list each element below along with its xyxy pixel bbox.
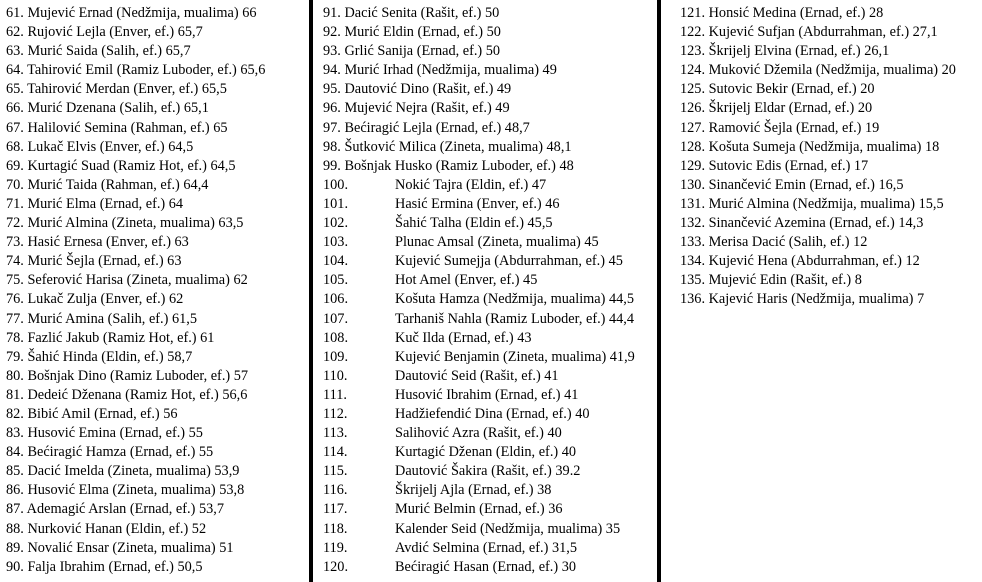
list-item: 129. Sutovic Edis (Ernad, ef.) 17 (680, 157, 869, 174)
list-item: 123. Škrijelj Elvina (Ernad, ef.) 26,1 (680, 43, 890, 60)
list-item: 68. Lukač Elvis (Enver, ef.) 64,5 (6, 138, 194, 155)
list-item: 70. Murić Taida (Rahman, ef.) 64,4 (6, 176, 209, 193)
entry-text: Salihović Azra (Rašit, ef.) 40 (395, 425, 562, 442)
entry-text: Kalender Seid (Nedžmija, mualima) 35 (395, 520, 621, 537)
list-item: 71. Murić Elma (Ernad, ef.) 64 (6, 195, 184, 212)
list-item: 83. Husović Emina (Ernad, ef.) 55 (6, 425, 203, 442)
list-item: 65. Tahirović Merdan (Enver, ef.) 65,5 (6, 81, 227, 98)
results-column-3 (680, 4, 980, 310)
rank-number: 101. (323, 195, 349, 212)
list-item: 127. Ramović Šejla (Ernad, ef.) 19 (680, 119, 880, 136)
list-item: 99. Bošnjak Husko (Ramiz Luboder, ef.) 48 (323, 157, 574, 174)
list-item: 97. Bećiragić Lejla (Ernad, ef.) 48,7 (323, 119, 530, 136)
list-item (323, 310, 653, 329)
list-item: 62. Rujović Lejla (Enver, ef.) 65,7 (6, 24, 203, 41)
rank-number: 106. (323, 291, 349, 308)
list-item (323, 329, 653, 348)
list-item (323, 252, 653, 271)
rank-number: 111. (323, 386, 347, 403)
entry-text: Bećiragić Hasan (Ernad, ef.) 30 (395, 558, 577, 575)
list-item: 76. Lukač Zulja (Enver, ef.) 62 (6, 291, 184, 308)
list-item: 128. Košuta Sumeja (Nedžmija, mualima) 18 (680, 138, 940, 155)
list-item (323, 481, 653, 500)
list-item (323, 520, 653, 539)
list-item (323, 233, 653, 252)
list-item: 98. Šutković Milica (Zineta, mualima) 48,1 (323, 138, 572, 155)
list-item: 72. Murić Almina (Zineta, mualima) 63,5 (6, 215, 244, 232)
entry-text: Košuta Hamza (Nedžmija, mualima) 44,5 (395, 291, 634, 308)
list-item (323, 176, 653, 195)
rank-number: 114. (323, 444, 348, 461)
entry-text: Hot Amel (Enver, ef.) 45 (395, 272, 538, 289)
rank-number: 112. (323, 405, 348, 422)
entry-text: Kujević Sumejja (Abdurrahman, ef.) 45 (395, 253, 623, 270)
entry-text: Šahić Talha (Eldin ef.) 45,5 (395, 215, 553, 232)
list-item (323, 558, 653, 577)
list-item (323, 214, 653, 233)
rank-number: 107. (323, 310, 349, 327)
list-item: 78. Fazlić Jakub (Ramiz Hot, ef.) 61 (6, 329, 215, 346)
list-item: 134. Kujević Hena (Abdurrahman, ef.) 12 (680, 253, 920, 270)
list-item: 131. Murić Almina (Nedžmija, mualima) 15,5 (680, 195, 944, 212)
rank-number: 120. (323, 558, 349, 575)
rank-number: 100. (323, 176, 349, 193)
entry-text: Kujević Benjamin (Zineta, mualima) 41,9 (395, 348, 635, 365)
entry-text: Murić Belmin (Ernad, ef.) 36 (395, 501, 563, 518)
list-item: 66. Murić Dzenana (Salih, ef.) 65,1 (6, 100, 209, 117)
rank-number: 118. (323, 520, 348, 537)
list-item: 77. Murić Amina (Salih, ef.) 61,5 (6, 310, 197, 327)
list-item: 79. Šahić Hinda (Eldin, ef.) 58,7 (6, 348, 193, 365)
list-item (323, 462, 653, 481)
list-item: 92. Murić Eldin (Ernad, ef.) 50 (323, 24, 501, 41)
list-item: 89. Novalić Ensar (Zineta, mualima) 51 (6, 539, 234, 556)
list-item: 132. Sinančević Azemina (Ernad, ef.) 14,3 (680, 215, 924, 232)
results-column-2 (323, 4, 653, 577)
list-item: 64. Tahirović Emil (Ramiz Luboder, ef.) 65,6 (6, 62, 266, 79)
rank-number: 104. (323, 253, 349, 270)
entry-text: Nokić Tajra (Eldin, ef.) 47 (395, 176, 547, 193)
list-item: 85. Dacić Imelda (Zineta, mualima) 53,9 (6, 463, 240, 480)
list-item: 74. Murić Šejla (Ernad, ef.) 63 (6, 253, 182, 270)
list-item: 88. Nurković Hanan (Eldin, ef.) 52 (6, 520, 207, 537)
list-item (323, 271, 653, 290)
list-item: 125. Sutovic Bekir (Ernad, ef.) 20 (680, 81, 875, 98)
rank-number: 102. (323, 215, 349, 232)
rank-number: 115. (323, 463, 348, 480)
list-item (323, 443, 653, 462)
list-item (323, 348, 653, 367)
rank-number: 117. (323, 501, 348, 518)
rank-number: 113. (323, 425, 348, 442)
entry-text: Tarhaniš Nahla (Ramiz Luboder, ef.) 44,4 (395, 310, 635, 327)
list-item: 73. Hasić Ernesa (Enver, ef.) 63 (6, 234, 189, 251)
list-item: 90. Falja Ibrahim (Ernad, ef.) 50,5 (6, 558, 203, 575)
list-item (323, 539, 653, 558)
list-item (323, 367, 653, 386)
rank-number: 110. (323, 367, 348, 384)
list-item: 130. Sinančević Emin (Ernad, ef.) 16,5 (680, 176, 904, 193)
list-item: 121. Honsić Medina (Ernad, ef.) 28 (680, 5, 884, 21)
list-item: 69. Kurtagić Suad (Ramiz Hot, ef.) 64,5 (6, 157, 236, 174)
entry-text: Hasić Ermina (Enver, ef.) 46 (395, 195, 560, 212)
list-item: 80. Bošnjak Dino (Ramiz Luboder, ef.) 57 (6, 367, 249, 384)
list-item: 135. Mujević Edin (Rašit, ef.) 8 (680, 272, 862, 289)
rank-number: 116. (323, 482, 348, 499)
results-column-1 (6, 4, 306, 577)
list-item: 63. Murić Saida (Salih, ef.) 65,7 (6, 43, 191, 60)
list-item (323, 405, 653, 424)
list-item: 133. Merisa Dacić (Salih, ef.) 12 (680, 234, 868, 251)
list-item: 87. Ademagić Arslan (Ernad, ef.) 53,7 (6, 501, 224, 518)
list-item: 94. Murić Irhad (Nedžmija, mualima) 49 (323, 62, 557, 79)
list-item: 122. Kujević Sufjan (Abdurrahman, ef.) 27,1 (680, 24, 938, 41)
list-item: 82. Bibić Amil (Ernad, ef.) 56 (6, 405, 178, 422)
column-divider-right (657, 0, 661, 582)
list-item: 126. Škrijelj Eldar (Ernad, ef.) 20 (680, 100, 873, 117)
entry-text: Husović Ibrahim (Ernad, ef.) 41 (395, 386, 579, 403)
entry-text: Dautović Seid (Rašit, ef.) 41 (395, 367, 559, 384)
entry-text: Dautović Šakira (Rašit, ef.) 39.2 (395, 463, 581, 480)
entry-text: Kuč Ilda (Ernad, ef.) 43 (395, 329, 532, 346)
list-item: 81. Dedeić Dženana (Ramiz Hot, ef.) 56,6 (6, 386, 248, 403)
list-item: 84. Bećiragić Hamza (Ernad, ef.) 55 (6, 444, 214, 461)
rank-number: 109. (323, 348, 349, 365)
list-item: 86. Husović Elma (Zineta, mualima) 53,8 (6, 482, 245, 499)
entry-text: Hadžiefendić Dina (Ernad, ef.) 40 (395, 405, 590, 422)
entry-text: Škrijelj Ajla (Ernad, ef.) 38 (395, 482, 552, 499)
list-item: 67. Halilović Semina (Rahman, ef.) 65 (6, 119, 228, 136)
list-item (323, 195, 653, 214)
rank-number: 119. (323, 539, 348, 556)
list-item (323, 290, 653, 309)
rank-number: 103. (323, 234, 349, 251)
list-item: 124. Muković Džemila (Nedžmija, mualima) 20 (680, 62, 956, 79)
list-item: 61. Mujević Ernad (Nedžmija, mualima) 66 (6, 5, 257, 21)
list-item: 96. Mujević Nejra (Rašit, ef.) 49 (323, 100, 510, 117)
rank-number: 108. (323, 329, 349, 346)
list-item: 95. Dautović Dino (Rašit, ef.) 49 (323, 81, 512, 98)
list-item (323, 386, 653, 405)
list-item: 93. Grlić Sanija (Ernad, ef.) 50 (323, 43, 501, 60)
list-item: 91. Dacić Senita (Rašit, ef.) 50 (323, 5, 500, 21)
column-divider-left (309, 0, 313, 582)
entry-text: Plunac Amsal (Zineta, mualima) 45 (395, 234, 599, 251)
entry-text: Avdić Selmina (Ernad, ef.) 31,5 (395, 539, 577, 556)
list-item: 136. Kajević Haris (Nedžmija, mualima) 7 (680, 291, 925, 308)
rank-number: 105. (323, 272, 349, 289)
entry-text: Kurtagić Dženan (Eldin, ef.) 40 (395, 444, 577, 461)
list-item: 75. Seferović Harisa (Zineta, mualima) 62 (6, 272, 248, 289)
list-item (323, 500, 653, 519)
list-item (323, 424, 653, 443)
